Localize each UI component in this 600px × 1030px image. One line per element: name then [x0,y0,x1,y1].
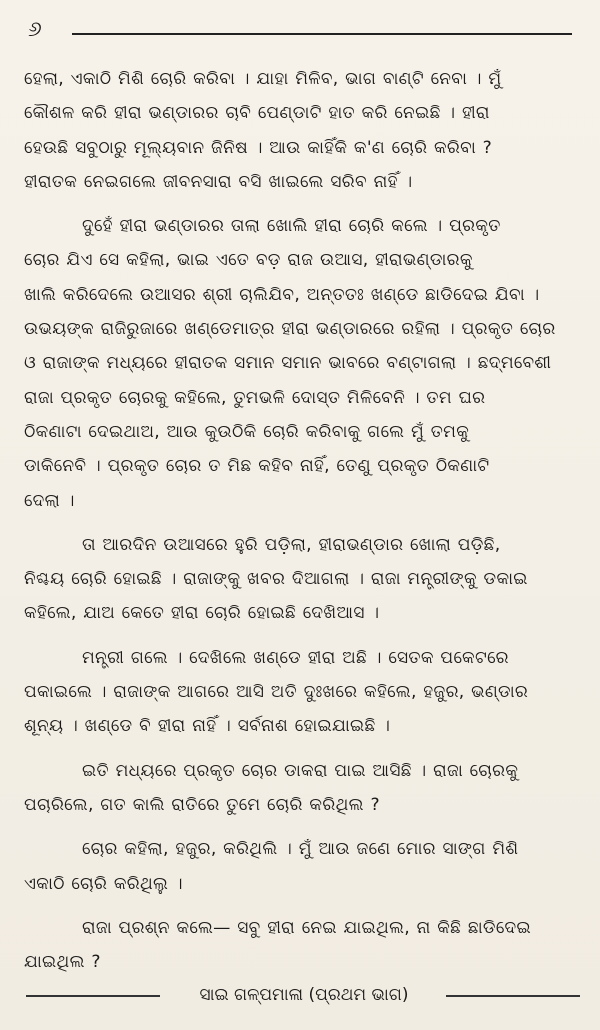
text-line: ଚୋର କହିଲା, ହଜୁର, କରିଥିଲି । ମୁଁ ଆଉ ଜଣେ ମୋର ସାଙ୍ଗ ମିଶି [82,839,519,860]
text-line: ଏକାଠି ଚୋରି କରିଥିଲୁ । [24,873,183,894]
story-text [24,62,580,979]
text-line: ନିଶ୍ଚୟ ଚୋରି ହୋଇଛି । ରାଜାଙ୍କୁ ଖବର ଦିଆଗଲା । ରାଜା ମନ୍ତ୍ରୀଙ୍କୁ ଡକାଇ [24,569,528,590]
text-line: ହେଉଛି ସବୁଠାରୁ ମୂଲ୍ୟବାନ ଜିନିଷ । ଆଉ କାହିଁକି କ'ଣ ଚୋରି କରିବା ? [24,137,492,158]
text-line: ଉଭୟଙ୍କ ରାଜିରୁଜାରେ ଖଣ୍ଡେମାତ୍ର ହୀରା ଭଣ୍ଡାରରେ ରହିଲା । ପ୍ରକୃତ ଚୋର [24,319,556,340]
page-number: ୬ [28,17,42,42]
paragraph-5 [24,754,580,823]
text-line: ଶୂନ୍ୟ । ଖଣ୍ଡେ ବି ହୀରା ନାହିଁ । ସର୍ବନାଶ ହୋଇଯାଇଛି । [24,716,391,737]
text-line: ଓ ରାଜାଙ୍କ ମଧ୍ୟରେ ହୀରାତକ ସମାନ ସମାନ ଭାବରେ ବଣ୍ଟାଗଲା । ଛଦ୍ମବେଶୀ [24,353,552,374]
text-line: ଠିକଣାଟା ଦେଇଥାଅ, ଆଉ କୁଉଠିକି ଚୋରି କରିବାକୁ ଗଲେ ମୁଁ ତମକୁ [24,421,470,442]
text-line: ଇତି ମଧ୍ୟରେ ପ୍ରକୃତ ଚୋର ଡାକରା ପାଇ ଆସିଛି । ରାଜା ଚୋରକୁ [82,760,519,781]
paragraph-6 [24,832,580,901]
text-line: କୌଶଳ କରି ହୀରା ଭଣ୍ଡାରର ଚାବି ପେଣ୍ଡାଟି ହାତ କରି ନେଇଛି । ହୀରା [24,103,490,124]
paragraph-4 [24,641,580,744]
text-line: ହେଲା, ଏକାଠି ମିଶି ଚୋରି କରିବା । ଯାହା ମିଳିବ, ଭାଗ ବାଣ୍ଟି ନେବା । ମୁଁ [24,69,502,89]
text-line: ଖାଲି କରିଦେଲେ ଉଆସର ଶ୍ରୀ ଚାଲିଯିବ, ଅନ୍ତତଃ ଖଣ୍ଡେ ଛାଡିଦେଇ ଯିବା । [24,284,540,305]
text-line: ରାଜା ପ୍ରକୃତ ଚୋରକୁ କହିଲେ, ତୁମଭଳି ଦୋସ୍ତ ମିଳିବେନି । ତମ ଘର [24,387,486,408]
page-footer [0,982,600,1012]
text-line: ଡାକିନେବି । ପ୍ରକୃତ ଚୋର ତ ମିଛ କହିବ ନାହିଁ, ତେଣୁ ପ୍ରକୃତ ଠିକଣାଟି [24,456,490,477]
text-line: ପକାଇଲେ । ରାଜାଙ୍କ ଆଗରେ ଆସି ଅତି ଦୁଃଖରେ କହିଲେ, ହଜୁର, ଭଣ୍ଡାର [24,682,529,703]
paragraph-7 [24,911,580,980]
footer-rule-right [446,995,580,997]
paragraph-1 [24,62,580,199]
text-line: ଯାଇଥିଲ ? [24,952,101,973]
text-line: ଚୋର ଯିଏ ସେ କହିଲା, ଭାଇ ଏତେ ବଡ଼ ରାଜ ଉଆସ, ହୀରାଭଣ୍ଡାରକୁ [24,250,473,271]
page-header [0,10,600,50]
header-rule [72,33,572,35]
text-line: କହିଲେ, ଯାଅ କେତେ ହୀରା ଚୋରି ହୋଇଛି ଦେଖିଆସ । [24,603,380,624]
text-line: ହୀରାତକ ନେଇଗଲେ ଜୀବନସାରା ବସି ଖାଇଲେ ସରିବ ନାହିଁ । [24,171,413,192]
book-title: ସାଇ ଗଳ୍ପମାଳା (ପ୍ରଥମ ଭାଗ) [199,985,409,1005]
text-line: ତା ଆରଦିନ ଉଆସରେ ହୁରି ପଡ଼ିଲା, ହୀରାଭଣ୍ଡାର ଖୋଲା ପଡ଼ିଛି, [82,534,501,555]
text-line: ପଚାରିଲେ, ଗତ କାଲି ରାତିରେ ତୁମେ ଚୋରି କରିଥିଲ ? [24,794,380,815]
paragraph-3 [24,528,580,631]
text-line: ଦୁହେଁ ହୀରା ଭଣ୍ଡାରର ତାଲା ଖୋଲି ହୀରା ଚୋରି କଲେ । ପ୍ରକୃତ [82,216,501,237]
text-line: ମନ୍ତ୍ରୀ ଗଲେ । ଦେଖିଲେ ଖଣ୍ଡେ ହୀରା ଅଛି । ସେତକ ପକେଟରେ [82,647,509,668]
text-line: ଦେଲା । [24,490,75,511]
paragraph-2 [24,209,580,518]
footer-rule-left [26,995,160,997]
text-line: ରାଜା ପ୍ରଶ୍ନ କଲେ— ସବୁ ହୀରା ନେଇ ଯାଇଥିଲ, ନା କିଛି ଛାଡିଦେଇ [82,917,531,938]
